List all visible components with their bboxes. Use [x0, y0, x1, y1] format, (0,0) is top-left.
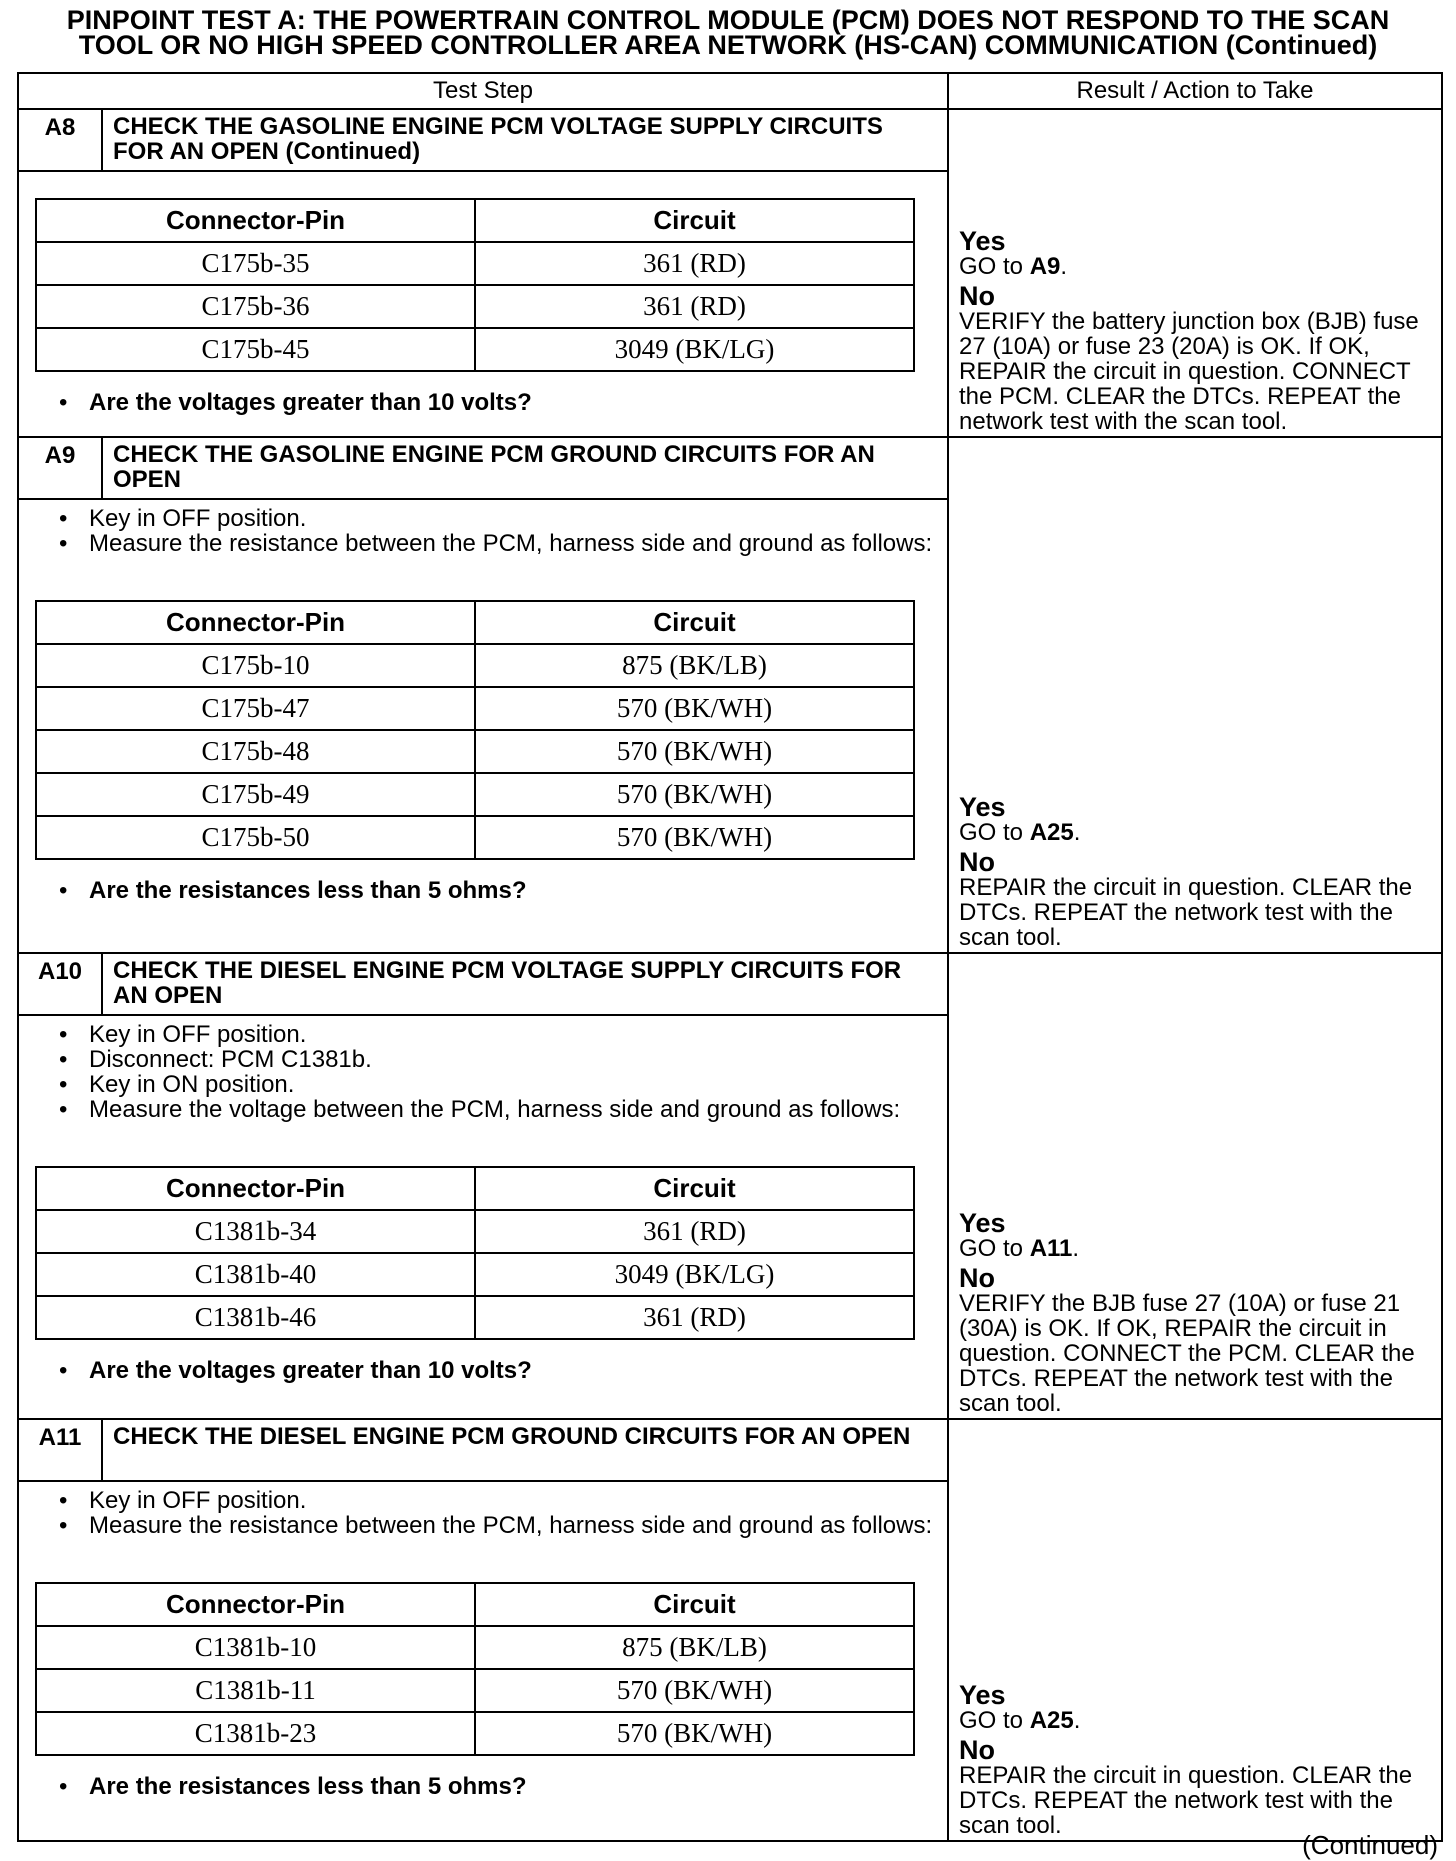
circuit-cell: 361 (RD): [475, 1210, 914, 1253]
step-a10-title: CHECK THE DIESEL ENGINE PCM VOLTAGE SUPPLY CIRCUITS FOR AN OPEN: [102, 953, 948, 1015]
pin-row: [36, 1253, 914, 1296]
step-a10-yes-action: GO to A11.: [959, 1235, 1080, 1262]
pin-cell: C175b-48: [36, 730, 475, 773]
step-a8-question: • Are the voltages greater than 10 volts?: [59, 390, 947, 416]
step-a11-question-list: [19, 1774, 947, 1800]
step-a9-id: A9: [18, 437, 102, 499]
pin-header-circuit: Circuit: [475, 1167, 914, 1210]
step-a11-bullets: [19, 1488, 947, 1538]
pin-cell: C1381b-11: [36, 1669, 475, 1712]
step-a8-pin-table: [35, 198, 915, 372]
step-a8-no-label: No: [959, 281, 995, 311]
step-a10-yes-label: Yes: [959, 1208, 1006, 1238]
step-a8-yes-action: GO to A9.: [959, 253, 1068, 280]
step-a10-id: A10: [18, 953, 102, 1015]
step-a11-body: [18, 1481, 948, 1841]
header-row: [18, 73, 1442, 109]
step-a10-bullets: [19, 1022, 947, 1122]
step-a8-id: A8: [18, 109, 102, 171]
pin-row: [36, 285, 914, 328]
continued-label: (Continued): [1302, 1830, 1438, 1860]
bullet-item: • Key in OFF position.: [59, 1022, 947, 1047]
pin-cell: C175b-35: [36, 242, 475, 285]
step-a10-body: [18, 1015, 948, 1419]
pin-cell: C175b-50: [36, 816, 475, 859]
pin-row: [36, 730, 914, 773]
pin-header-connector: Connector-Pin: [36, 199, 475, 242]
pin-cell: C1381b-34: [36, 1210, 475, 1253]
step-a8-yes-text: GO to: [959, 253, 1030, 280]
pin-cell: C175b-47: [36, 687, 475, 730]
step-a9-question: • Are the resistances less than 5 ohms?: [59, 878, 947, 904]
header-test-step: Test Step: [18, 73, 948, 109]
pin-cell: C175b-36: [36, 285, 475, 328]
step-a9-pin-table: [35, 600, 915, 860]
step-a9-bullets: [19, 506, 947, 556]
pin-row: [36, 1210, 914, 1253]
bullet-item: • Key in OFF position.: [59, 506, 947, 531]
step-a11-question: • Are the resistances less than 5 ohms?: [59, 1774, 947, 1800]
page-title-line-1: PINPOINT TEST A: THE POWERTRAIN CONTROL MODULE (PCM) DOES NOT RESPOND TO THE SCAN: [66, 5, 1390, 35]
page-title-line-2: TOOL OR NO HIGH SPEED CONTROLLER AREA NETWORK (HS-CAN) COMMUNICATION (Continued): [78, 30, 1378, 60]
bullet-item: • Key in ON position.: [59, 1072, 947, 1097]
circuit-cell: 361 (RD): [475, 1296, 914, 1339]
pin-row: [36, 328, 914, 371]
step-a8-no-text: VERIFY the battery junction box (BJB) fuse 27 (10A) or fuse 23 (20A) is OK. If OK, REPAIR the circuit in question. CONNECT the PCM. CLEAR the DTCs. REPEAT the network test with the scan tool.: [959, 308, 1419, 435]
circuit-cell: 361 (RD): [475, 242, 914, 285]
circuit-cell: 570 (BK/WH): [475, 1669, 914, 1712]
step-a11-yes-label: Yes: [959, 1680, 1006, 1710]
step-a8-yes-target: A9: [1029, 253, 1061, 280]
step-a11-yes-action: GO to A25.: [959, 1707, 1081, 1734]
pin-row: [36, 1296, 914, 1339]
step-a9-result: [948, 437, 1442, 953]
step-a9-yes-text: GO to: [959, 819, 1030, 846]
pin-cell: C1381b-46: [36, 1296, 475, 1339]
header-result: Result / Action to Take: [948, 73, 1442, 109]
step-a9-title: CHECK THE GASOLINE ENGINE PCM GROUND CIRCUITS FOR AN OPEN: [102, 437, 948, 499]
pin-cell: C1381b-23: [36, 1712, 475, 1755]
step-a9-yes-label: Yes: [959, 792, 1006, 822]
pin-row: [36, 242, 914, 285]
step-a9-yes-target: A25: [1029, 819, 1074, 846]
circuit-cell: 570 (BK/WH): [475, 1712, 914, 1755]
circuit-cell: 361 (RD): [475, 285, 914, 328]
pin-header-connector: Connector-Pin: [36, 1583, 475, 1626]
step-a9-body: [18, 499, 948, 953]
pin-row: [36, 687, 914, 730]
step-a11-yes-target: A25: [1029, 1707, 1074, 1734]
step-a10-question-list: [19, 1358, 947, 1384]
pin-cell: C1381b-10: [36, 1626, 475, 1669]
circuit-cell: 570 (BK/WH): [475, 687, 914, 730]
pin-cell: C175b-45: [36, 328, 475, 371]
pin-row: [36, 1669, 914, 1712]
step-a8-question-list: [19, 390, 947, 416]
pin-header-circuit: Circuit: [475, 199, 914, 242]
step-a11-title-row: [18, 1419, 1442, 1481]
pin-header-connector: Connector-Pin: [36, 1167, 475, 1210]
pin-row: [36, 644, 914, 687]
step-a10-yes-target: A11: [1029, 1235, 1073, 1262]
pin-header-connector: Connector-Pin: [36, 601, 475, 644]
pin-row: [36, 1626, 914, 1669]
circuit-cell: 875 (BK/LB): [475, 644, 914, 687]
step-a9-yes-action: GO to A25.: [959, 819, 1081, 846]
bullet-item: • Disconnect: PCM C1381b.: [59, 1047, 947, 1072]
step-a8-yes-label: Yes: [959, 226, 1006, 256]
page-title: [10, 5, 1446, 60]
step-a10-question: • Are the voltages greater than 10 volts?: [59, 1358, 947, 1384]
pin-header-circuit: Circuit: [475, 1583, 914, 1626]
pin-row: [36, 773, 914, 816]
step-a10-result: [948, 953, 1442, 1419]
step-a11-title: CHECK THE DIESEL ENGINE PCM GROUND CIRCUITS FOR AN OPEN: [102, 1419, 948, 1481]
step-a10-title-row: [18, 953, 1442, 1015]
bullet-item: • Measure the voltage between the PCM, harness side and ground as follows:: [59, 1097, 947, 1122]
circuit-cell: 570 (BK/WH): [475, 730, 914, 773]
step-a10-pin-table: [35, 1166, 915, 1340]
step-a8-body: [18, 171, 948, 437]
pinpoint-test-table: [17, 72, 1443, 1842]
step-a11-yes-text: GO to: [959, 1707, 1030, 1734]
pin-cell: C175b-10: [36, 644, 475, 687]
circuit-cell: 3049 (BK/LG): [475, 1253, 914, 1296]
step-a9-question-list: [19, 878, 947, 904]
bullet-item: • Measure the resistance between the PCM, harness side and ground as follows:: [59, 531, 947, 556]
step-a9-no-text: REPAIR the circuit in question. CLEAR the DTCs. REPEAT the network test with the scan tool.: [959, 874, 1413, 951]
circuit-cell: 3049 (BK/LG): [475, 328, 914, 371]
pin-cell: C1381b-40: [36, 1253, 475, 1296]
step-a9-no-label: No: [959, 847, 995, 877]
circuit-cell: 875 (BK/LB): [475, 1626, 914, 1669]
pin-cell: C175b-49: [36, 773, 475, 816]
step-a11-no-text: REPAIR the circuit in question. CLEAR the DTCs. REPEAT the network test with the scan tool.: [959, 1762, 1413, 1839]
step-a11-result: [948, 1419, 1442, 1841]
bullet-item: • Measure the resistance between the PCM, harness side and ground as follows:: [59, 1513, 947, 1538]
step-a11-pin-table: [35, 1582, 915, 1756]
circuit-cell: 570 (BK/WH): [475, 773, 914, 816]
step-a11-no-label: No: [959, 1735, 995, 1765]
step-a8-result: [948, 109, 1442, 437]
step-a10-yes-text: GO to: [959, 1235, 1030, 1262]
step-a10-no-label: No: [959, 1263, 995, 1293]
step-a8-title: CHECK THE GASOLINE ENGINE PCM VOLTAGE SUPPLY CIRCUITS FOR AN OPEN (Continued): [102, 109, 948, 171]
pin-row: [36, 1712, 914, 1755]
step-a10-no-text: VERIFY the BJB fuse 27 (10A) or fuse 21 (30A) is OK. If OK, REPAIR the circuit in question. CONNECT the PCM. CLEAR the DTCs. REPEAT the network test with the scan tool.: [959, 1290, 1415, 1417]
step-a8-title-row: [18, 109, 1442, 171]
step-a9-title-row: [18, 437, 1442, 499]
circuit-cell: 570 (BK/WH): [475, 816, 914, 859]
step-a11-id: A11: [18, 1419, 102, 1481]
pin-header-circuit: Circuit: [475, 601, 914, 644]
bullet-item: • Key in OFF position.: [59, 1488, 947, 1513]
pin-row: [36, 816, 914, 859]
